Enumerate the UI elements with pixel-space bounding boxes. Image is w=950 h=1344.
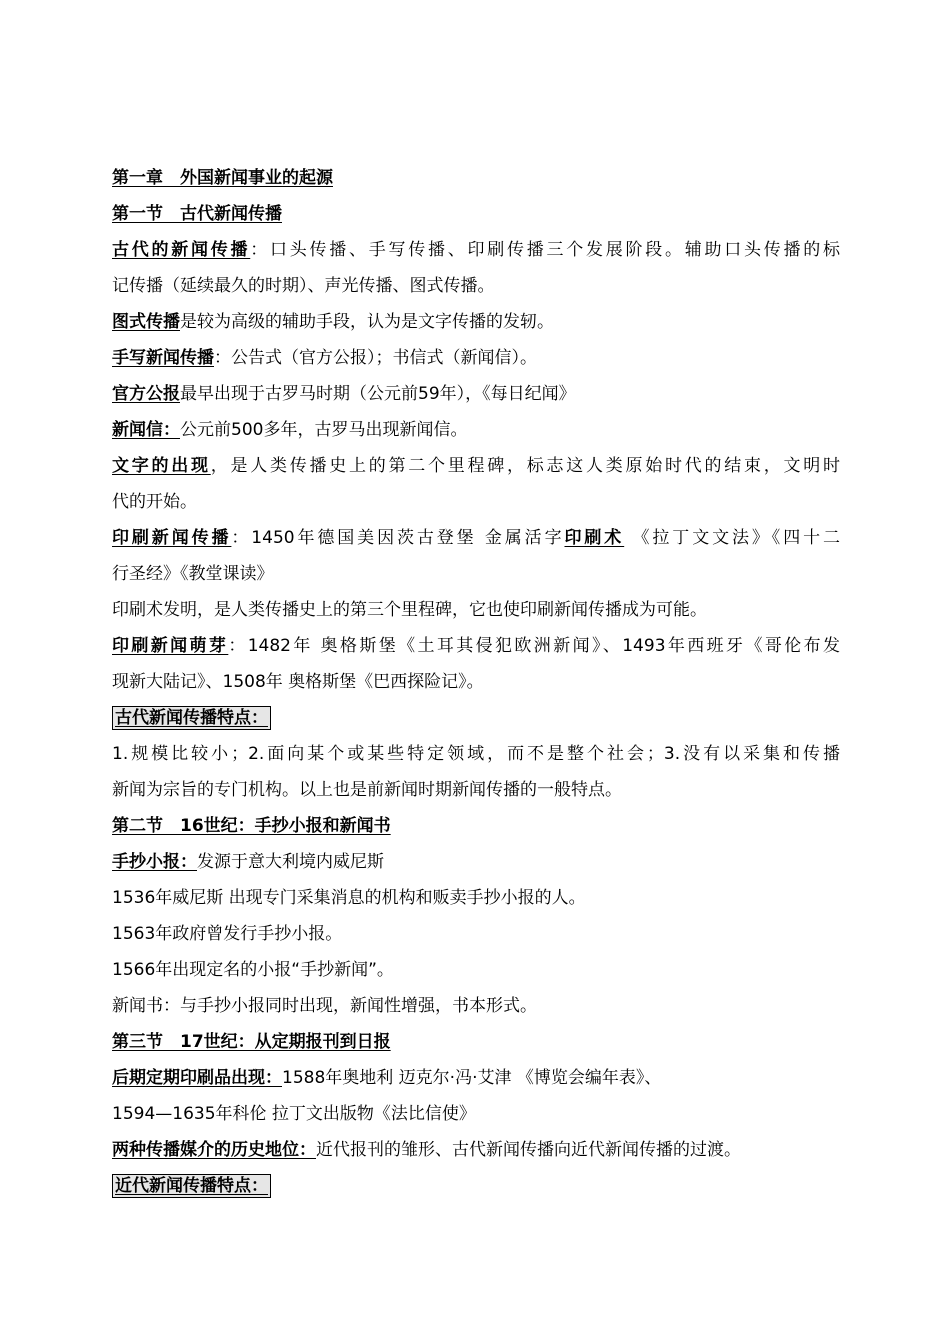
section-heading: 第一节 古代新闻传播 bbox=[112, 204, 282, 224]
section-heading: 第一章 外国新闻事业的起源 bbox=[112, 168, 333, 188]
term-label: 两种传播媒介的历史地位： bbox=[112, 1140, 316, 1160]
body-text: 公元前500多年，古罗马出现新闻信。 bbox=[180, 420, 468, 440]
text-line bbox=[112, 448, 840, 484]
section-heading: 第三节 17世纪：从定期报刊到日报 bbox=[112, 1032, 391, 1052]
term-label: 新闻信： bbox=[112, 420, 180, 440]
body-text: 近代报刊的雏形、古代新闻传播向近代新闻传播的过渡。 bbox=[316, 1140, 741, 1160]
body-text: ：公告式（官方公报）；书信式（新闻信）。 bbox=[214, 348, 537, 368]
text-line bbox=[112, 772, 840, 808]
body-text: 代的开始。 bbox=[112, 492, 197, 512]
text-line bbox=[112, 1168, 840, 1204]
term-label: 手写新闻传播 bbox=[112, 348, 214, 368]
text-line bbox=[112, 1024, 840, 1060]
body-text: 行圣经》《教堂课读》 bbox=[112, 564, 274, 584]
term-label: 后期定期印刷品出现： bbox=[112, 1068, 282, 1088]
text-line bbox=[112, 160, 840, 196]
body-text: 是较为高级的辅助手段，认为是文字传播的发轫。 bbox=[180, 312, 554, 332]
text-line bbox=[112, 952, 840, 988]
text-line bbox=[112, 1096, 840, 1132]
highlighted-heading: 古代新闻传播特点： bbox=[112, 706, 271, 730]
text-line bbox=[112, 880, 840, 916]
term-label: 官方公报 bbox=[112, 384, 180, 404]
body-text: 1588年奥地利 迈克尔·冯·艾津 《博览会编年表》、 bbox=[282, 1068, 662, 1088]
body-text: ：1450年德国美因茨古登堡 金属活字 bbox=[231, 528, 565, 548]
text-line bbox=[112, 520, 840, 556]
text-line bbox=[112, 232, 840, 268]
body-text: ：1482年 奥格斯堡《土耳其侵犯欧洲新闻》、1493年西班牙《哥伦布发 bbox=[228, 636, 840, 656]
body-text: 1.规模比较小；2.面向某个或某些特定领域，而不是整个社会；3.没有以采集和传播 bbox=[112, 744, 840, 764]
body-text: 现新大陆记》、1508年 奥格斯堡《巴西探险记》。 bbox=[112, 672, 484, 692]
term-label: 印刷术 bbox=[564, 528, 625, 548]
text-line bbox=[112, 268, 840, 304]
text-line bbox=[112, 304, 840, 340]
highlighted-heading: 近代新闻传播特点： bbox=[112, 1174, 271, 1198]
term-label: 印刷新闻萌芽 bbox=[112, 636, 229, 656]
body-text: ：口头传播、手写传播、印刷传播三个发展阶段。辅助口头传播的标 bbox=[250, 240, 840, 260]
text-line bbox=[112, 736, 840, 772]
text-line bbox=[112, 196, 840, 232]
term-label: 图式传播 bbox=[112, 312, 180, 332]
text-line bbox=[112, 556, 840, 592]
body-text: 1594—1635年科伦 拉丁文出版物《法比信使》 bbox=[112, 1104, 476, 1124]
section-heading: 第二节 16世纪：手抄小报和新闻书 bbox=[112, 816, 391, 836]
term-label: 古代的新闻传播 bbox=[112, 240, 251, 260]
term-label: 文字的出现 bbox=[112, 456, 211, 476]
body-text: 印刷术发明，是人类传播史上的第三个里程碑，它也使印刷新闻传播成为可能。 bbox=[112, 600, 707, 620]
text-line bbox=[112, 376, 840, 412]
body-text: 1563年政府曾发行手抄小报。 bbox=[112, 924, 343, 944]
term-label: 印刷新闻传播 bbox=[112, 528, 232, 548]
body-text: 1536年威尼斯 出现专门采集消息的机构和贩卖手抄小报的人。 bbox=[112, 888, 586, 908]
text-line bbox=[112, 592, 840, 628]
text-line bbox=[112, 412, 840, 448]
document-body bbox=[112, 160, 840, 1204]
body-text: 记传播（延续最久的时期）、声光传播、图式传播。 bbox=[112, 276, 495, 296]
text-line bbox=[112, 808, 840, 844]
body-text: 1566年出现定名的小报“手抄新闻”。 bbox=[112, 960, 394, 980]
body-text: 发源于意大利境内威尼斯 bbox=[197, 852, 384, 872]
text-line bbox=[112, 700, 840, 736]
body-text: 新闻为宗旨的专门机构。以上也是前新闻时期新闻传播的一般特点。 bbox=[112, 780, 622, 800]
text-line bbox=[112, 628, 840, 664]
text-line bbox=[112, 1060, 840, 1096]
body-text: 最早出现于古罗马时期（公元前59年），《每日纪闻》 bbox=[180, 384, 576, 404]
term-label: 手抄小报： bbox=[112, 852, 197, 872]
text-line bbox=[112, 340, 840, 376]
body-text: 《拉丁文文法》《四十二 bbox=[624, 528, 840, 548]
text-line bbox=[112, 988, 840, 1024]
body-text: 新闻书：与手抄小报同时出现，新闻性增强，书本形式。 bbox=[112, 996, 537, 1016]
text-line bbox=[112, 844, 840, 880]
text-line bbox=[112, 664, 840, 700]
body-text: ，是人类传播史上的第二个里程碑，标志这人类原始时代的结束，文明时 bbox=[210, 456, 840, 476]
text-line bbox=[112, 916, 840, 952]
text-line bbox=[112, 1132, 840, 1168]
text-line bbox=[112, 484, 840, 520]
